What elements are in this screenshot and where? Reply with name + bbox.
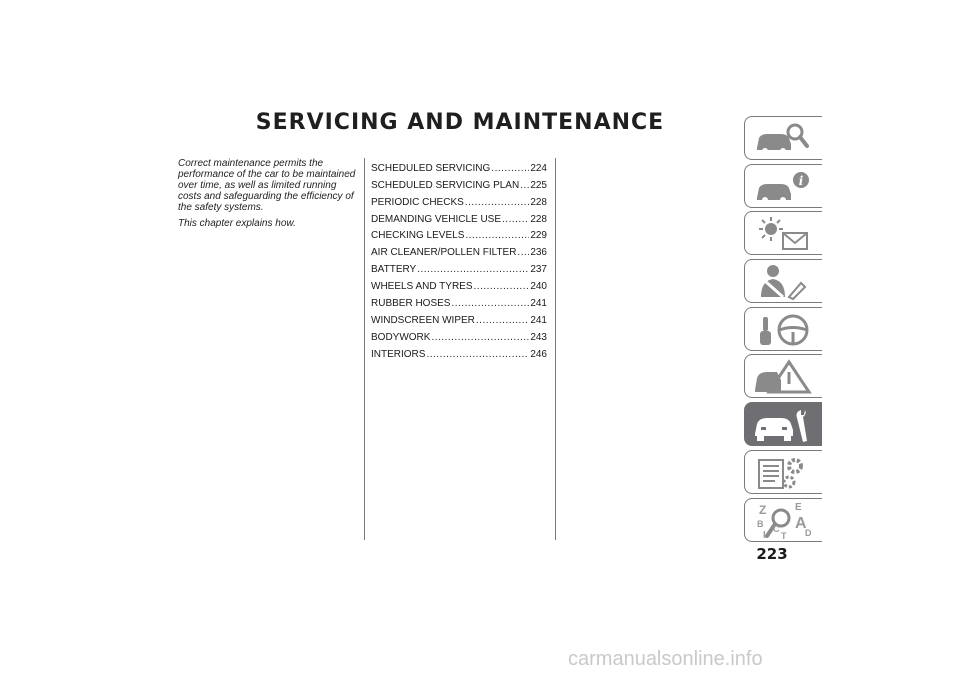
toc-entry[interactable] bbox=[371, 157, 547, 174]
tab-knowing-your-car[interactable] bbox=[744, 116, 822, 160]
toc-label: WINDSCREEN WIPER bbox=[371, 314, 475, 326]
car-search-icon bbox=[751, 120, 817, 158]
toc-label: RUBBER HOSES bbox=[371, 298, 451, 310]
svg-text:i: i bbox=[798, 173, 804, 188]
toc-page: 237 bbox=[530, 264, 547, 276]
toc-label: INTERIORS bbox=[371, 348, 426, 360]
toc-leader bbox=[491, 163, 529, 174]
page-number: 223 bbox=[756, 545, 788, 563]
toc-entry[interactable] bbox=[371, 174, 547, 191]
tab-starting-driving[interactable] bbox=[744, 307, 822, 351]
intro-paragraph: Correct maintenance permits the performance of the car to be maintained over time, as well as limited running costs and safeguarding the efficiency of the safety systems. bbox=[178, 158, 356, 213]
column-divider bbox=[364, 158, 365, 540]
toc-page: 243 bbox=[530, 331, 547, 343]
toc-page: 236 bbox=[530, 247, 547, 259]
toc-leader bbox=[417, 264, 529, 275]
toc-leader bbox=[431, 332, 529, 343]
toc-entry[interactable] bbox=[371, 225, 547, 242]
toc-leader bbox=[451, 298, 529, 309]
index-letter: A bbox=[795, 514, 807, 532]
toc-entry[interactable] bbox=[371, 292, 547, 309]
watermark: carmanualsonline.info bbox=[568, 648, 763, 670]
page-title: SERVICING AND MAINTENANCE bbox=[255, 110, 665, 135]
toc-label: DEMANDING VEHICLE USE bbox=[371, 213, 502, 225]
tab-servicing-maintenance[interactable] bbox=[744, 402, 822, 446]
toc-label: PERIODIC CHECKS bbox=[371, 196, 464, 208]
toc-entry[interactable] bbox=[371, 326, 547, 343]
car-info-icon bbox=[751, 168, 817, 206]
toc-leader bbox=[465, 197, 530, 208]
index-letter: B bbox=[757, 518, 764, 529]
toc-entry[interactable] bbox=[371, 275, 547, 292]
toc-label: WHEELS AND TYRES bbox=[371, 281, 473, 293]
chapter-intro bbox=[178, 158, 358, 234]
toc-label: SCHEDULED SERVICING bbox=[371, 162, 491, 174]
column-divider bbox=[555, 158, 556, 540]
toc-page: 241 bbox=[530, 298, 547, 310]
toc-leader bbox=[474, 281, 530, 292]
toc-leader bbox=[502, 214, 529, 225]
intro-paragraph: This chapter explains how. bbox=[178, 218, 296, 229]
toc-page: 241 bbox=[530, 314, 547, 326]
index-letter: C bbox=[773, 523, 780, 534]
specs-gear-icon bbox=[751, 454, 817, 492]
warning-lights-icon bbox=[751, 215, 817, 253]
toc-page: 228 bbox=[530, 213, 547, 225]
table-of-contents bbox=[371, 157, 547, 360]
index-letter: I bbox=[763, 529, 766, 540]
toc-leader bbox=[476, 315, 529, 326]
index-letter: D bbox=[805, 527, 812, 538]
tab-emergency[interactable] bbox=[744, 354, 822, 398]
toc-entry[interactable] bbox=[371, 258, 547, 275]
tab-warning-lights[interactable] bbox=[744, 211, 822, 255]
tab-instrument-panel[interactable] bbox=[744, 164, 822, 208]
toc-page: 228 bbox=[530, 196, 547, 208]
toc-label: BATTERY bbox=[371, 264, 417, 276]
index-letter: Z bbox=[759, 502, 767, 517]
toc-leader bbox=[426, 349, 529, 360]
toc-page: 225 bbox=[530, 179, 547, 191]
seatbelt-safety-icon bbox=[751, 263, 817, 301]
tab-safety[interactable] bbox=[744, 259, 822, 303]
tab-technical-specifications[interactable] bbox=[744, 450, 822, 494]
toc-entry[interactable] bbox=[371, 343, 547, 360]
toc-leader bbox=[520, 180, 529, 191]
toc-label: CHECKING LEVELS bbox=[371, 230, 465, 242]
toc-page: 229 bbox=[530, 230, 547, 242]
alphabetical-index-icon bbox=[751, 502, 817, 540]
index-letter: T bbox=[781, 530, 787, 540]
toc-entry[interactable] bbox=[371, 241, 547, 258]
toc-page: 224 bbox=[530, 162, 547, 174]
toc-leader bbox=[517, 247, 529, 258]
toc-entry[interactable] bbox=[371, 208, 547, 225]
toc-label: BODYWORK bbox=[371, 331, 431, 343]
car-wrench-icon bbox=[751, 406, 817, 444]
toc-page: 240 bbox=[530, 281, 547, 293]
toc-entry[interactable] bbox=[371, 191, 547, 208]
toc-page: 246 bbox=[530, 348, 547, 360]
tab-index[interactable] bbox=[744, 498, 822, 542]
toc-label: SCHEDULED SERVICING PLAN bbox=[371, 179, 520, 191]
toc-label: AIR CLEANER/POLLEN FILTER bbox=[371, 247, 517, 259]
car-warning-triangle-icon bbox=[751, 358, 817, 396]
index-letter: E bbox=[795, 501, 802, 513]
toc-entry[interactable] bbox=[371, 309, 547, 326]
chapter-tabs bbox=[744, 116, 822, 545]
key-steering-wheel-icon bbox=[751, 311, 817, 349]
toc-leader bbox=[465, 230, 529, 241]
